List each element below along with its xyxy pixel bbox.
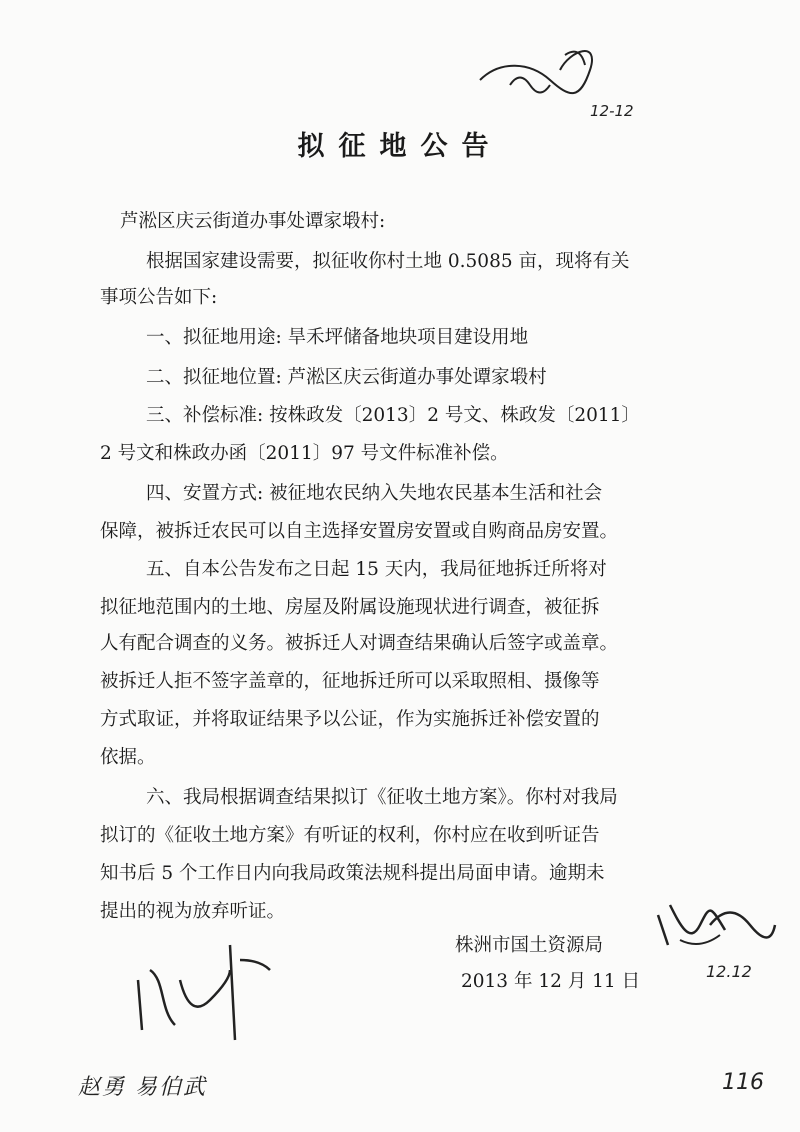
bottom-left-names: 赵勇 易伯武 [78,1075,207,1100]
body-line: 五、自本公告发布之日起 15 天内，我局征地拆迁所将对 [146,559,607,580]
body-line: 人有配合调查的义务。被拆迁人对调查结果确认后签字或盖章。 [100,633,619,654]
page-number: 116 [722,1070,764,1095]
body-line: 一、拟征地用途: 旱禾坪储备地块项目建设用地 [146,327,529,348]
document-title: 拟征地公告 [297,131,503,162]
body-line: 拟征地范围内的土地、房屋及附属设施现状进行调查，被征拆 [100,597,600,618]
body-line: 提出的视为放弃听证。 [100,901,286,922]
right-signature [650,895,780,965]
body-line: 事项公告如下: [100,287,218,308]
top-note: 12-12 [590,102,634,120]
issuer-block [455,928,640,1000]
body-line: 2 号文和株政办函〔2011〕97 号文件标准补偿。 [100,443,509,464]
body-line: 被拆迁人拒不签字盖章的，征地拆迁所可以采取照相、摄像等 [100,671,600,692]
right-note: 12.12 [706,962,752,981]
body-line: 四、安置方式: 被征地农民纳入失地农民基本生活和社会 [146,483,603,504]
addressee-line: 芦淞区庆云街道办事处谭家塅村: [120,211,386,232]
left-signature [130,940,290,1050]
body-line: 方式取证，并将取证结果予以公证，作为实施拆迁补偿安置的 [100,709,600,730]
body-line: 拟订的《征收土地方案》有听证的权利，你村应在收到听证告 [100,825,600,846]
body-line: 二、拟征地位置: 芦淞区庆云街道办事处谭家塅村 [146,367,547,388]
body-line: 知书后 5 个工作日内向我局政策法规科提出局面申请。逾期未 [100,863,605,884]
issue-date: 2013 年 12 月 11 日 [461,971,641,992]
body-line: 根据国家建设需要，拟征收你村土地 0.5085 亩，现将有关 [146,251,630,272]
body-line: 依据。 [100,747,156,768]
issuer-name: 株洲市国土资源局 [455,935,604,956]
body-line: 六、我局根据调查结果拟订《征收土地方案》。你村对我局 [146,787,618,808]
body-line: 保障，被拆迁农民可以自主选择安置房安置或自购商品房安置。 [100,521,619,542]
body-line: 三、补偿标准: 按株政发〔2013〕2 号文、株政发〔2011〕 [146,405,640,426]
